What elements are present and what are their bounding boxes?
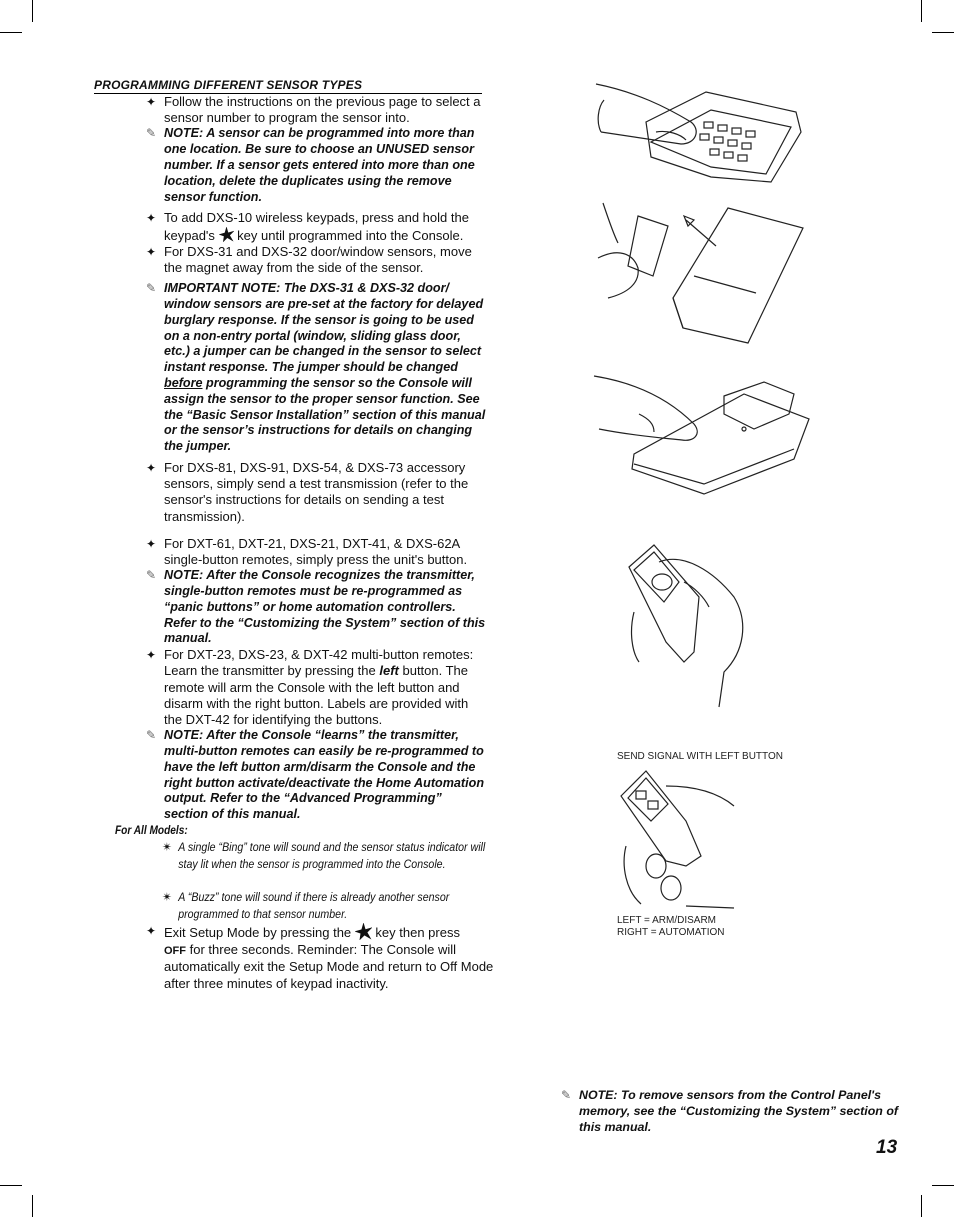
bullet-star-icon: ✦: [146, 211, 157, 226]
sub-list-item: [162, 889, 492, 922]
multi-remote-illustration: [616, 766, 740, 908]
note-underlined-text: before: [164, 375, 203, 390]
star-key-icon: [355, 923, 372, 940]
pencil-icon: ✎: [146, 568, 157, 583]
keypad-buttons: [700, 122, 755, 161]
single-remote-illustration: [624, 542, 754, 707]
for-all-models-label: For All Models:: [115, 825, 188, 837]
section-title: PROGRAMMING DIFFERENT SENSOR TYPES: [94, 78, 482, 94]
accessory-sensor-illustration: [594, 374, 814, 496]
caption-left: LEFT = ARM/DISARM: [617, 915, 717, 926]
list-item: [146, 647, 486, 728]
item-text: For DXS-81, DXS-91, DXS-54, & DXS-73 accessory sensors, simply send a test transmission (refer to the sensor's instructions for details on sending a test transmission).: [164, 459, 469, 524]
item-text: For DXT-23, DXS-23, & DXT-42 multi-button remotes: Learn the transmitter by pressing the: [164, 647, 474, 679]
item-text: Follow the instructions on the previous page to select a sensor number to program the sensor into.: [164, 94, 481, 126]
note: [146, 281, 486, 455]
note: [146, 728, 486, 823]
item-text: For DXS-31 and DXS-32 door/window sensors, move the magnet away from the side of the sensor.: [164, 243, 472, 275]
sub-item-text: A “Buzz” tone will sound if there is already another sensor programmed to that sensor number.: [178, 890, 450, 921]
instructions-column: [146, 94, 486, 823]
item-text: button. The remote will arm the Console with the left button and disarm with the right button. Labels are provided with the DXT-42 for identifying the buttons.: [164, 663, 469, 727]
note-text: NOTE: After the Console recognizes the transmitter, single-button remotes must be re-programmed as “panic buttons” or home automation controllers. Refer to the “Customizing the System” section of this manual.: [164, 568, 486, 646]
list-item: [146, 210, 486, 243]
star-key-icon: [219, 227, 234, 242]
page-number: 13: [876, 1137, 898, 1158]
sub-item-text: A single “Bing” tone will sound and the sensor status indicator will stay lit when the sensor is programmed into the Console.: [178, 840, 486, 871]
keypad-illustration: [596, 82, 806, 192]
crop-mark: [932, 1185, 954, 1186]
pencil-icon: ✎: [561, 1088, 572, 1102]
crop-mark: [932, 32, 954, 33]
bullet-star-icon: ✦: [146, 244, 157, 259]
crop-mark: [32, 1195, 33, 1217]
bullet-star-icon: ✦: [146, 924, 157, 938]
pencil-icon: ✎: [146, 281, 157, 296]
caption-button-legend: [617, 915, 725, 939]
item-text: Exit Setup Mode by pressing the: [164, 925, 352, 940]
item-text: To add DXS-10 wireless keypads, press and hold the keypad's: [164, 210, 469, 243]
note-text: IMPORTANT NOTE: The DXS-31 & DXS-32 door/ window sensors are pre-set at the factory for delayed burglary response. If the sensor is going to be used on a non-entry portal (window, sliding glass door, etc.) a jumper can be changed in the sensor to select instant response. The jumper should be changed: [164, 281, 484, 375]
list-item: [146, 244, 486, 276]
bullet-star-icon: ✦: [146, 648, 157, 663]
door-sensor-illustration: [598, 198, 808, 348]
list-item: [146, 536, 486, 568]
off-key-label: OFF: [164, 944, 186, 957]
note: [146, 568, 486, 647]
pencil-icon: ✎: [146, 126, 157, 141]
note-text: programming the sensor so the Console will assign the sensor to the proper sensor function. See the “Basic Sensor Installation” section of this manual or the sensor’s instructions for details on changing the jumper.: [164, 375, 486, 454]
item-emphasis: left: [379, 663, 399, 679]
remove-sensors-note: [561, 1087, 919, 1135]
crop-mark: [921, 0, 922, 22]
crop-mark: [921, 1195, 922, 1217]
asterisk-icon: ✴: [162, 840, 173, 854]
item-text: For DXT-61, DXT-21, DXS-21, DXT-41, & DXS-62A single-button remotes, simply press the unit's button.: [164, 535, 468, 567]
crop-mark: [32, 0, 33, 22]
item-text: for three seconds. Reminder: The Console will automatically exit the Setup Mode and return to Off Mode after three minutes of keypad inactivity.: [164, 941, 494, 992]
item-text: key until programmed into the Console.: [237, 227, 464, 243]
note-text: NOTE: After the Console “learns” the transmitter, multi-button remotes can easily be re-programmed to have the left button arm/disarm the Console and the right button activate/deactivate the Home Automation output. Refer to the “Advanced Programming” section of this manual.: [164, 728, 485, 822]
pencil-icon: ✎: [146, 728, 157, 743]
note: [146, 126, 486, 205]
caption-send-signal: SEND SIGNAL WITH LEFT BUTTON: [617, 751, 783, 762]
caption-right: RIGHT = AUTOMATION: [617, 927, 725, 938]
list-item: [146, 94, 486, 126]
note-text: NOTE: To remove sensors from the Control Panel's memory, see the “Customizing the System” section of this manual.: [579, 1088, 899, 1134]
crop-mark: [0, 1185, 22, 1186]
crop-mark: [0, 32, 22, 33]
item-text: key then press: [375, 925, 460, 940]
sub-list-item: [162, 839, 492, 872]
exit-setup-item: [146, 923, 504, 993]
bullet-star-icon: ✦: [146, 536, 157, 551]
bullet-star-icon: ✦: [146, 460, 157, 475]
asterisk-icon: ✴: [162, 890, 173, 904]
list-item: [146, 460, 486, 525]
bullet-star-icon: ✦: [146, 95, 157, 109]
note-text: NOTE: A sensor can be programmed into more than one location. Be sure to choose an UNUSED sensor number. If a sensor gets entered into more than one location, delete the duplicates using the remove sensor function.: [164, 126, 475, 204]
